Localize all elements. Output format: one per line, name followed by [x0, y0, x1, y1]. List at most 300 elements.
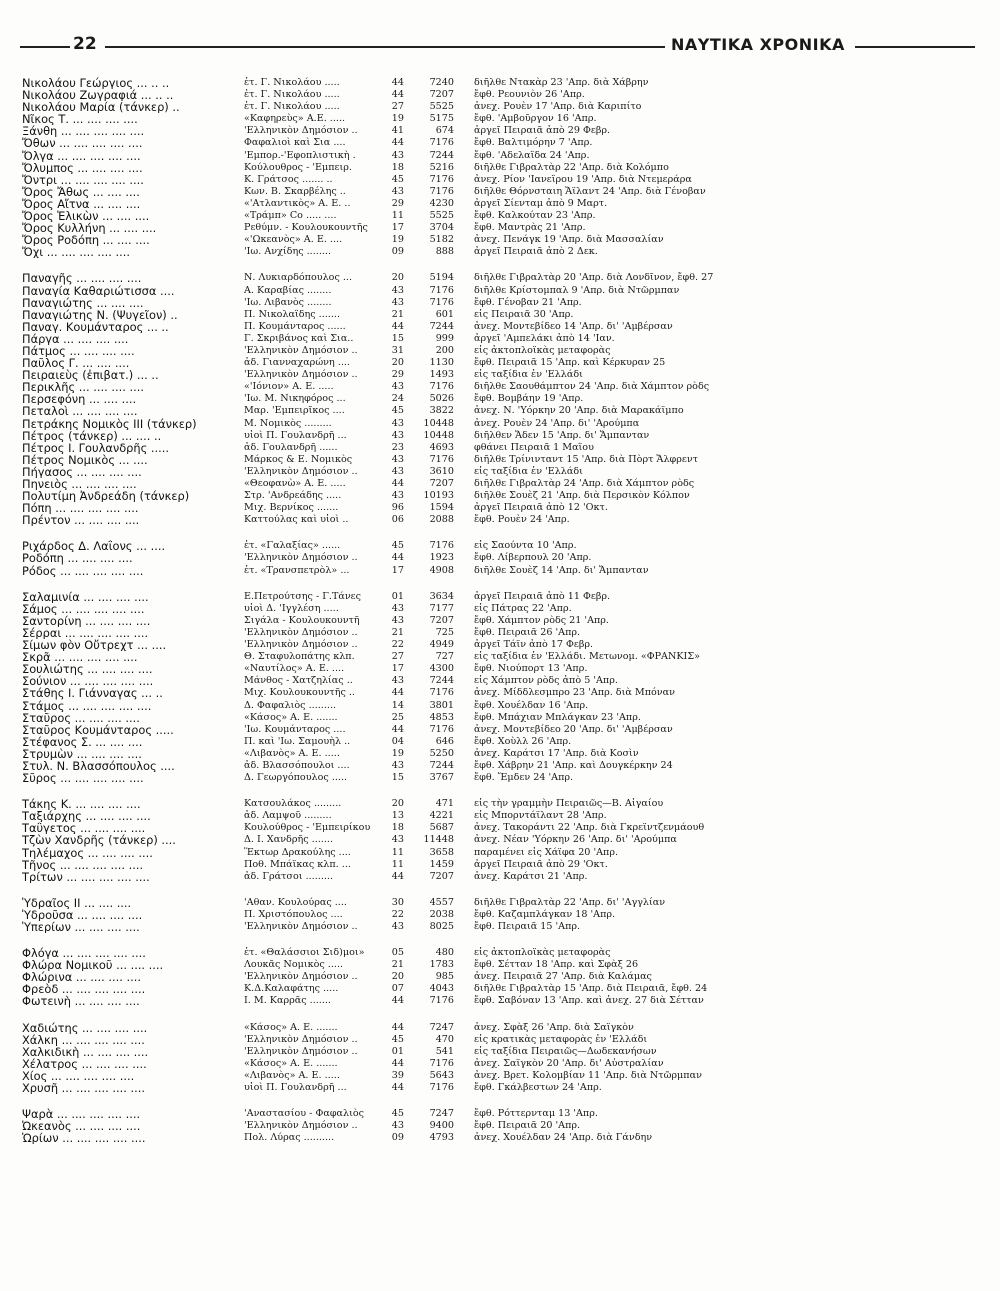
ship-tonnage: 4300 — [429, 663, 454, 675]
ship-tonnage: 3634 — [429, 590, 454, 602]
ship-position: ἀνεχ. Πενάγκ 19 'Απρ. διὰ Μασσαλίαν — [474, 234, 664, 246]
ship-owner: Α. Καραβίας ........ — [244, 284, 332, 296]
header-rule-middle — [105, 46, 665, 48]
ship-owner: 'Αναστασίου - Φαφαλιὸς — [244, 1108, 365, 1120]
ship-year: 20 — [391, 798, 404, 810]
table-row — [22, 639, 962, 651]
ship-owner: Καττούλας καὶ υἱοὶ .. — [244, 514, 349, 526]
table-row — [22, 687, 962, 699]
ship-name: Πόπη ... .... .... .... .... — [22, 502, 139, 515]
ship-year: 27 — [391, 101, 404, 113]
table-row — [22, 909, 962, 921]
table-row — [22, 285, 962, 297]
ship-year: 43 — [391, 614, 404, 626]
ship-year: 20 — [391, 272, 404, 284]
ship-tonnage: 888 — [435, 246, 454, 258]
ship-year: 21 — [391, 959, 404, 971]
table-row — [22, 897, 962, 909]
ship-name: Σκρᾶ ... .... .... .... .... — [22, 651, 138, 664]
ship-year: 17 — [391, 564, 404, 576]
ship-position: ἔφθ. Μπάχιαν Μπλάγκαν 23 'Απρ. — [474, 711, 641, 723]
ship-year: 43 — [391, 417, 404, 429]
ship-name: Πέτρος (τάνκερ) ... .... .. — [22, 429, 162, 442]
ship-owner: υἱοὶ Π. Γουλανδρῆ ... — [244, 1082, 347, 1094]
ship-name: Χίος ... .... .... .... .... — [22, 1069, 135, 1083]
ship-position: διῆλθεν Ἄδεν 15 'Απρ. δι' Ἄμπανταν — [474, 429, 650, 441]
ship-owner: Στρ. 'Ανδρεάδης ..... — [244, 490, 342, 502]
ship-year: 45 — [391, 405, 404, 417]
ship-position: διῆλθε Κρίστομπαλ 9 'Απρ. διὰ Ντῶρμπαν — [474, 284, 680, 296]
ship-tonnage: 1493 — [429, 369, 454, 381]
ship-tonnage: 3767 — [429, 772, 454, 784]
ship-tonnage: 5687 — [429, 822, 454, 834]
ship-owner: Κ.Δ.Καλαφάτης ..... — [244, 983, 339, 995]
ship-position: ἔφθ. Γένοβαν 21 'Απρ. — [474, 296, 582, 308]
table-row — [22, 810, 962, 822]
ship-name: Σταῦρος Κουμάνταρος ..... — [22, 723, 174, 736]
ship-tonnage: 7176 — [429, 995, 454, 1007]
ship-position: ἀνεχ. Καράτσι 17 'Απρ. διὰ Κοσὶν — [474, 747, 639, 759]
ship-owner: 'Ελληνικὸν Δημόσιον .. — [244, 639, 358, 651]
ship-year: 44 — [391, 89, 404, 101]
ship-name: Σούνιον ... .... .... .... .... — [22, 675, 154, 688]
ship-owner: Π. Χριστόπουλος .... — [244, 908, 343, 920]
ship-year: 43 — [391, 759, 404, 771]
ship-position: εἰς ἀκτοπλοϊκὰς μεταφορὰς — [474, 344, 611, 356]
ship-year: 13 — [391, 810, 404, 822]
ship-name: Σάμος ... .... .... .... .... — [22, 602, 145, 615]
table-row — [22, 591, 962, 603]
ship-name: Παναγιώτης Ν. (Ψυγεῖον) .. — [22, 308, 178, 321]
ship-tonnage: 2038 — [429, 908, 454, 920]
table-row — [22, 1058, 962, 1070]
table-row — [22, 627, 962, 639]
table-row — [22, 101, 962, 113]
ship-year: 29 — [391, 369, 404, 381]
ship-owner: 'Ιω. Μ. Νικηφόρος ... — [244, 393, 346, 405]
ship-tonnage: 7207 — [429, 478, 454, 489]
ship-owner: 'Ελληνικὸν Δημόσιον .. — [244, 626, 358, 638]
ship-name: Νῖκος Τ. ... .... .... .... — [22, 113, 138, 126]
ship-tonnage: 10193 — [423, 490, 454, 502]
ship-position: εἰς ταξίδια ἐν 'Ελλάδι. Μετωνομ. «ΦΡΑΝΚΙΣ» — [474, 651, 700, 663]
ship-position: ἀνεχ. Τακοράντι 22 'Απρ. διὰ Γκρεϊντζενμάουθ — [474, 822, 705, 834]
ship-name: Σῦρος ... .... .... .... .... — [22, 772, 144, 785]
ship-position: ἔφθ. Χοὺλλ 26 'Απρ. — [474, 735, 572, 747]
ship-year: 18 — [391, 161, 404, 173]
ship-owner: 'Εμπορ.-'Εφοπλιστικὴ . — [244, 149, 356, 161]
ship-tonnage: 1594 — [429, 502, 454, 514]
ship-owner: Ποθ. Μπάϊκας κλπ. ... — [244, 858, 351, 870]
ship-name: Χρυσῆ ... .... .... .... .... — [22, 1082, 145, 1095]
table-row — [22, 174, 962, 186]
ship-name: Νικολάου Ζωγραφιά ... .. .. — [22, 89, 174, 102]
ship-name: Σίμων φὸν Οὔτρεχτ ... .... — [22, 639, 167, 652]
ship-year: 25 — [391, 711, 404, 723]
ship-tonnage: 10448 — [423, 417, 454, 429]
ship-position: ἔφθ. Πειραιᾶ 15 'Απρ. — [474, 921, 581, 932]
ship-name: Πηνειὸς ... .... .... .... — [22, 478, 137, 491]
table-row — [22, 651, 962, 663]
ship-year: 14 — [391, 699, 404, 711]
ship-owner: Π. Νικολαΐδης ....... — [244, 308, 341, 320]
ship-owner: Πολ. Λύρας .......... — [244, 1132, 335, 1144]
table-row — [22, 847, 962, 859]
ship-name: Ὄρος Ἑλικὼν ... .... .... — [22, 210, 150, 223]
ship-tonnage: 7244 — [429, 675, 454, 687]
ship-position: ἔφθ. Βομβάην 19 'Απρ. — [474, 393, 584, 405]
ship-tonnage: 1130 — [429, 357, 454, 369]
table-row — [22, 490, 962, 502]
ship-name: Ὄντρι ... .... .... .... .... — [22, 173, 144, 186]
ship-position: ἀνεχ. Μίδδλεσμπρο 23 'Απρ. διὰ Μπόναν — [474, 687, 675, 699]
table-row — [22, 321, 962, 333]
ship-name: Πειραιεὺς (ἐπιβατ.) ... .. — [22, 369, 159, 382]
table-row — [22, 430, 962, 442]
ship-position: εἰς Πειραιᾶ 30 'Απρ. — [474, 308, 574, 320]
magazine-title: ΝΑΥΤΙΚΑ ΧΡΟΝΙΚΑ — [668, 35, 848, 54]
ship-year: 43 — [391, 453, 404, 465]
table-row — [22, 540, 962, 552]
ship-position: ἀνεχ. Μοντεβίδεο 20 'Απρ. δι' 'Αμβέρσαν — [474, 723, 673, 735]
ship-tonnage: 7244 — [429, 149, 454, 161]
ship-position: εἰς ταξίδια ἐν 'Ελλάδι — [474, 369, 583, 381]
ship-year: 39 — [391, 1069, 404, 1081]
ship-position: ἔφθ. Ἔμδεν 24 'Απρ. — [474, 772, 574, 784]
ship-name: Στρυμὼν ... .... .... .... — [22, 747, 142, 760]
ship-name: Παναγία Καθαριώτισσα .... — [22, 284, 175, 297]
ship-name: Χαλκιδικὴ ... .... .... .... — [22, 1045, 149, 1058]
ship-year: 44 — [391, 995, 404, 1007]
table-row — [22, 871, 962, 883]
ship-year: 43 — [391, 185, 404, 197]
table-row — [22, 995, 962, 1007]
ship-owner: Γ. Σκριβάνος καὶ Σια.. — [244, 332, 354, 344]
ship-name: Πολυτίμη Ἀνδρεάδη (τάνκερ) — [22, 490, 190, 503]
table-row — [22, 454, 962, 466]
ship-tonnage: 7176 — [429, 284, 454, 296]
ship-name: Παναγιώτης ... .... .... — [22, 296, 144, 309]
ship-tonnage: 4557 — [429, 896, 454, 908]
ship-position: διῆλθε Γιβραλτὰρ 20 'Απρ. διὰ Λονδῖνον, ἔφθ. 27 — [474, 272, 714, 284]
ship-position: ἔφθ. Χάμπτον ρὸδς 21 'Απρ. — [474, 614, 609, 626]
ship-tonnage: 9400 — [429, 1120, 454, 1132]
ship-position: ἀργεῖ Πειραιᾶ ἀπὸ 11 Φεβρ. — [474, 590, 611, 602]
ship-owner: 'Ελληνικὸν Δημόσιον .. — [244, 971, 358, 983]
ship-year: 31 — [391, 344, 404, 356]
ship-owner: ἐτ. «Τρανσπετρὸλ» ... — [244, 564, 350, 576]
ship-position: διῆλθε Σουὲζ 14 'Απρ. δι' Ἄμπανταν — [474, 564, 649, 576]
ship-name: Σαλαμινία ... .... .... .... — [22, 590, 149, 603]
ship-owner: 'Ελληνικὸν Δημόσιον .. — [244, 369, 358, 381]
ship-year: 44 — [391, 687, 404, 699]
ship-position: ἀργεῖ 'Αμπελάκι ἀπὸ 14 'Ιαν. — [474, 332, 615, 344]
ship-tonnage: 674 — [435, 125, 454, 137]
table-row — [22, 603, 962, 615]
table-row — [22, 186, 962, 198]
ship-name: Ὑπερίων ... .... .... .... — [22, 921, 140, 934]
ship-owner: Κ. Γράτσος ....... .. — [244, 173, 333, 185]
ship-year: 44 — [391, 77, 404, 88]
ship-owner: «'Ατλαντικὸς» Α. Ε. .. — [244, 197, 351, 209]
ship-year: 09 — [391, 246, 404, 258]
ship-group — [22, 1022, 962, 1095]
ship-position: παραμένει εἰς Χάϊφα 20 'Απρ. — [474, 846, 619, 858]
ship-position: ἀνεχ. Νέαν 'Υόρκην 26 'Απρ. δι' 'Αρούμπα — [474, 834, 677, 846]
ship-position: ἀργεῖ Πειραιᾶ ἀπὸ 29 'Οκτ. — [474, 858, 608, 870]
ship-position: ἀνεχ. Σφὰξ 26 'Απρ. διὰ Σαϊγκὸν — [474, 1021, 634, 1033]
ship-position: ἔφθ. Πειραιᾶ 20 'Απρ. — [474, 1120, 581, 1132]
ship-year: 11 — [391, 846, 404, 858]
ship-position: ἀνεχ. Σαϊγκὸν 20 'Απρ. δι' Αὐστραλίαν — [474, 1057, 664, 1069]
ship-tonnage: 7244 — [429, 320, 454, 332]
ship-tonnage: 10448 — [423, 429, 454, 441]
ship-owner: Ι. Μ. Καρρᾶς ....... — [244, 995, 331, 1007]
ship-year: 44 — [391, 1082, 404, 1094]
ship-position: ἀνεχ. Καράτσι 21 'Απρ. — [474, 870, 588, 882]
table-row — [22, 1070, 962, 1082]
page-header — [20, 34, 975, 58]
ship-owner: «Κάσος» Α. Ε. ....... — [244, 1057, 338, 1069]
ship-owner: 'Ιω. Λιβανὸς ........ — [244, 296, 332, 308]
ship-position: ἔφθ. Σέτταν 18 'Απρ. καὶ Σφὰξ 26 — [474, 959, 639, 971]
table-row — [22, 834, 962, 846]
ship-name: Πρέντον ... .... .... .... — [22, 514, 140, 527]
ship-position: ἔφθ. Μαντρὰς 21 'Απρ. — [474, 222, 586, 234]
ship-owner: υἱοὶ Π. Γουλανδρῆ ... — [244, 429, 347, 441]
ship-year: 96 — [391, 502, 404, 514]
ship-tonnage: 4853 — [429, 711, 454, 723]
ship-tonnage: 7176 — [429, 381, 454, 393]
table-row — [22, 333, 962, 345]
ship-owner: 'Ιω. Ανχίδης ........ — [244, 246, 332, 258]
table-row — [22, 748, 962, 760]
ship-position: ἀργεῖ Τάϊν ἀπὸ 17 Φεβρ. — [474, 639, 594, 651]
ship-tonnage: 999 — [435, 332, 454, 344]
ship-position: ἔφθ. 'Αδελαΐδα 24 'Απρ. — [474, 149, 590, 161]
ship-owner: 'Ελληνικὸν Δημόσιον .. — [244, 921, 358, 932]
ship-group — [22, 947, 962, 1007]
ship-year: 44 — [391, 478, 404, 489]
ship-year: 01 — [391, 1045, 404, 1057]
ship-owner: Μάρκος & Ε. Νομικὸς — [244, 453, 353, 465]
ship-name: Ροδόπη ... .... .... .... — [22, 552, 133, 565]
ship-position: διῆλθε Θόρνσταιη Ἄϊλαντ 24 'Απρ. διὰ Γένοβαν — [474, 185, 706, 197]
ship-year: 43 — [391, 490, 404, 502]
ship-tonnage: 5525 — [429, 101, 454, 113]
ship-tonnage: 5525 — [429, 210, 454, 222]
ship-owner: Μιχ. Κουλουκουντῆς .. — [244, 687, 355, 699]
ship-position: ἔφθ. Ρουὲν 24 'Απρ. — [474, 514, 570, 526]
ship-tonnage: 3801 — [429, 699, 454, 711]
ship-owner: Μιχ. Βερνίκος ....... — [244, 502, 339, 514]
ship-owner: «Λιβανὸς» Α. Ε. ..... — [244, 1069, 340, 1081]
ship-owner: ἀδ. Γιανναχαρώνη .... — [244, 357, 350, 369]
ship-owner: Λουκᾶς Νομικὸς ..... — [244, 959, 344, 971]
ship-year: 09 — [391, 1132, 404, 1144]
ship-group — [22, 272, 962, 526]
table-row — [22, 1108, 962, 1120]
ship-year: 44 — [391, 723, 404, 735]
ship-table — [22, 77, 962, 1158]
ship-tonnage: 5216 — [429, 161, 454, 173]
ship-name: Σαντορίνη ... .... .... .... — [22, 614, 151, 627]
ship-tonnage: 5250 — [429, 747, 454, 759]
ship-owner: «Τράμπ» Co ..... .... — [244, 210, 337, 222]
ship-tonnage: 4230 — [429, 197, 454, 209]
table-row — [22, 1034, 962, 1046]
ship-owner: Ε.Πετρούτσης - Γ.Τάνες — [244, 590, 362, 602]
ship-position: διῆλθε Γιβραλτὰρ 15 'Απρ. διὰ Πειραιᾶ, ἔφθ. 24 — [474, 983, 708, 995]
ship-tonnage: 725 — [435, 626, 454, 638]
ship-year: 17 — [391, 663, 404, 675]
ship-tonnage: 7176 — [429, 453, 454, 465]
ship-name: Πέτρος Ι. Γουλανδρῆς ..... — [22, 441, 170, 454]
ship-owner: Δ. Γεωργόπουλος ..... — [244, 772, 348, 784]
ship-year: 20 — [391, 971, 404, 983]
ship-group — [22, 77, 962, 258]
table-row — [22, 150, 962, 162]
ship-position: ἀργεῖ Σίενταμ ἀπὸ 9 Μαρτ. — [474, 197, 608, 209]
ship-tonnage: 11448 — [423, 834, 454, 846]
ship-tonnage: 4949 — [429, 639, 454, 651]
table-row — [22, 552, 962, 564]
table-row — [22, 442, 962, 454]
ship-owner: ἀδ. Λαμψοῦ ......... — [244, 810, 332, 822]
ship-name: Ὄθων ... .... .... .... .... — [22, 137, 143, 150]
ship-position: ἀργεῖ Πειραιᾶ ἀπὸ 29 Φεβρ. — [474, 125, 611, 137]
ship-owner: 'Ελληνικὸν Δημόσιον .. — [244, 552, 358, 564]
table-row — [22, 418, 962, 430]
table-row — [22, 234, 962, 246]
ship-position: ἔφθ. Νιούπορτ 13 'Απρ. — [474, 663, 588, 675]
ship-position: εἰς τὴν γραμμὴν Πειραιῶς—Β. Αἰγαίου — [474, 798, 664, 810]
ship-tonnage: 727 — [435, 651, 454, 663]
ship-name: Σταῦρος ... .... .... .... — [22, 711, 140, 724]
ship-tonnage: 3658 — [429, 846, 454, 858]
ship-tonnage: 601 — [435, 308, 454, 320]
table-row — [22, 947, 962, 959]
ship-year: 17 — [391, 222, 404, 234]
ship-year: 15 — [391, 332, 404, 344]
ship-owner: 'Ιω. Κουμάνταρος .... — [244, 723, 346, 735]
ship-position: διῆλθε Γιβραλτὰρ 24 'Απρ. διὰ Χάμπτον ρὸδς — [474, 478, 695, 489]
ship-name: Φλώρα Νομικοῦ ... .... .... — [22, 959, 164, 972]
table-row — [22, 466, 962, 478]
ship-position: ἀνεχ. Χουέλδαν 24 'Απρ. διὰ Γάνδην — [474, 1132, 653, 1144]
ship-name: Σουλιώτης ... .... .... .... — [22, 663, 153, 676]
table-row — [22, 1132, 962, 1144]
ship-tonnage: 7207 — [429, 614, 454, 626]
ship-name: Ὄλγα ... .... .... .... .... — [22, 149, 141, 162]
ship-owner: ἐτ. Γ. Νικολάου ..... — [244, 101, 340, 113]
ship-name: Ὠκεανὸς ... .... .... .... — [22, 1120, 141, 1133]
ship-owner: ἐτ. Γ. Νικολάου ..... — [244, 77, 340, 88]
ship-name: Ταΰγετος ... .... .... .... — [22, 822, 146, 835]
ship-name: Ταξιάρχης ... .... .... .... — [22, 810, 151, 823]
ship-year: 11 — [391, 858, 404, 870]
ship-year: 43 — [391, 429, 404, 441]
ship-year: 29 — [391, 197, 404, 209]
ship-tonnage: 646 — [435, 735, 454, 747]
ship-tonnage: 7176 — [429, 296, 454, 308]
ship-name: Ὄχι ... .... .... .... .... — [22, 246, 131, 259]
ship-name: Τζὼν Χανδρῆς (τάνκερ) .... — [22, 834, 176, 847]
table-row — [22, 971, 962, 983]
ship-position: διῆλθε Ντακὰρ 23 'Απρ. διὰ Χάβρην — [474, 77, 649, 88]
ship-owner: 'Ελληνικὸν Δημόσιον .. — [244, 1033, 358, 1045]
ship-year: 15 — [391, 772, 404, 784]
ship-group — [22, 897, 962, 933]
ship-year: 04 — [391, 735, 404, 747]
table-row — [22, 77, 962, 89]
ship-name: Περικλῆς ... .... .... .... — [22, 381, 144, 394]
table-row — [22, 113, 962, 125]
table-row — [22, 565, 962, 577]
ship-owner: «'Ιόνιον» Α. Ε. ..... — [244, 381, 334, 393]
ship-owner: ἐτ. «Θαλάσσιοι Σιδ)μοι» — [244, 947, 365, 959]
ship-position: εἰς Πάτρας 22 'Απρ. — [474, 602, 572, 614]
table-row — [22, 222, 962, 234]
ship-name: Παναγ. Κουμάνταρος ... .. — [22, 320, 169, 333]
ship-year: 11 — [391, 210, 404, 222]
ship-name: Παῦλος Γ. ... .... .... — [22, 357, 130, 370]
table-row — [22, 162, 962, 174]
ship-position: ἀνεχ. Πειραιᾶ 27 'Απρ. διὰ Καλάμας — [474, 971, 652, 983]
ship-year: 45 — [391, 1108, 404, 1120]
ship-tonnage: 4693 — [429, 441, 454, 453]
ship-position: διῆλθε Σαουθάμπτον 24 'Απρ. διὰ Χάμπτον ρὸδς — [474, 381, 710, 393]
ship-tonnage: 7247 — [429, 1021, 454, 1033]
ship-owner: Μαρ. 'Εμπειρῖκος .... — [244, 405, 345, 417]
table-row — [22, 663, 962, 675]
ship-owner: Π. Κουμάνταρος ...... — [244, 320, 346, 332]
table-row — [22, 772, 962, 784]
ship-owner: Θ. Σταφυλοπάτης κλπ. — [244, 651, 355, 663]
table-row — [22, 125, 962, 137]
ship-tonnage: 471 — [435, 798, 454, 810]
ship-name: Πήγασος ... .... .... .... — [22, 465, 142, 478]
table-row — [22, 478, 962, 490]
ship-tonnage: 2088 — [429, 514, 454, 526]
table-row — [22, 700, 962, 712]
ship-year: 45 — [391, 540, 404, 552]
ship-position: ἔφθ. Βαλτιμόρην 7 'Απρ. — [474, 137, 593, 149]
ship-owner: «Θεοφανὼ» Α. Ε. ..... — [244, 478, 346, 489]
ship-year: 05 — [391, 947, 404, 959]
ship-owner: Κων. Β. Σκαρβέλης .. — [244, 185, 346, 197]
ship-year: 23 — [391, 441, 404, 453]
ship-name: Σέρραι ... .... .... .... .... — [22, 626, 149, 640]
table-row — [22, 736, 962, 748]
header-rule-right — [855, 46, 975, 48]
ship-name: Χέλατρος ... .... .... .... — [22, 1057, 147, 1070]
ship-position: ἀνεχ. Ρουὲν 24 'Απρ. δι' 'Αρούμπα — [474, 417, 640, 429]
ship-name: Φωτεινὴ ... .... .... .... — [22, 995, 140, 1008]
ship-position: ἀργεῖ Πειραιᾶ ἀπὸ 2 Δεκ. — [474, 246, 598, 258]
ship-position: ἔφθ. Σαβόναν 13 'Απρ. καὶ ἀνεχ. 27 διὰ Σέτταν — [474, 995, 704, 1007]
table-row — [22, 309, 962, 321]
ship-group — [22, 591, 962, 785]
ship-year: 44 — [391, 552, 404, 564]
ship-name: Ψαρὰ ... .... .... .... .... — [22, 1108, 141, 1121]
header-rule-left — [20, 46, 70, 48]
ship-year: 43 — [391, 921, 404, 932]
ship-name: Στυλ. Ν. Βλασσόπουλος .... — [22, 759, 175, 773]
ship-tonnage: 7176 — [429, 173, 454, 185]
table-row — [22, 1046, 962, 1058]
ship-name: Ὄρος Αἴτνα ... .... .... — [22, 197, 141, 211]
